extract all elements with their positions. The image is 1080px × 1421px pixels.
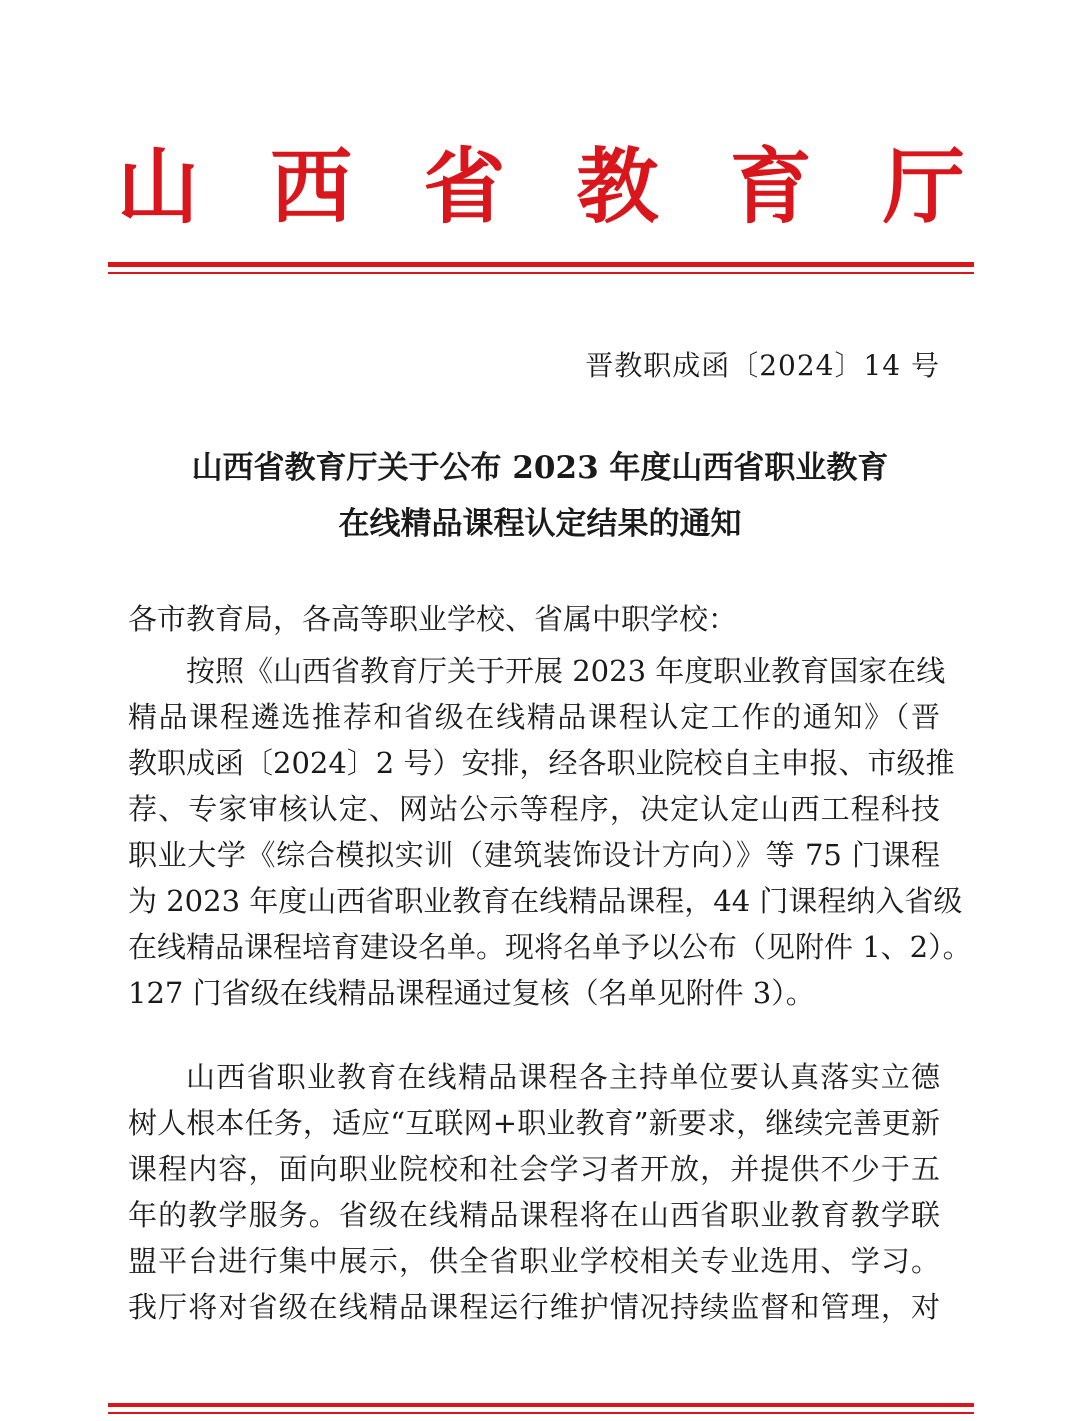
masthead-char: 西 [270, 140, 353, 235]
masthead-char: 厅 [882, 140, 965, 235]
paragraph-line: 树人根本任务，适应“互联网+职业教育”新要求，继续完善更新 [128, 1106, 940, 1140]
paragraph-line: 年的教学服务。省级在线精品课程将在山西省职业教育教学联 [128, 1198, 940, 1232]
masthead-char: 省 [423, 140, 506, 235]
title-line-1: 山西省教育厅关于公布 2023 年度山西省职业教育 [191, 450, 889, 486]
document-title [120, 440, 960, 552]
document-number: 晋教职成函〔2024〕14 号 [585, 349, 940, 382]
salutation: 各市教育局，各高等职业学校、省属中职学校： [128, 602, 738, 636]
header-red-rule-thick [108, 262, 974, 267]
paragraph-line: 课程内容，面向职业院校和社会学习者开放，并提供不少于五 [128, 1152, 940, 1186]
footer-red-rule-thin [108, 1412, 974, 1414]
masthead-char: 山 [116, 140, 199, 235]
paragraph-line: 精品课程遴选推荐和省级在线精品课程认定工作的通知》（晋 [128, 700, 940, 734]
paragraph-line: 在线精品课程培育建设名单。现将名单予以公布（见附件 1、2）。 [128, 930, 972, 964]
paragraph-line: 荐、专家审核认定、网站公示等程序，决定认定山西工程科技 [128, 792, 940, 826]
paragraph-line: 盟平台进行集中展示，供全省职业学校相关专业选用、学习。 [128, 1244, 940, 1278]
paragraph-line: 教职成函〔2024〕2 号）安排，经各职业院校自主申报、市级推 [128, 746, 955, 780]
masthead-char: 教 [576, 140, 659, 235]
paragraph-line: 山西省职业教育在线精品课程各主持单位要认真落实立德 [186, 1060, 940, 1094]
paragraph-line: 我厅将对省级在线精品课程运行维护情况持续监督和管理，对 [128, 1290, 940, 1324]
title-line-2: 在线精品课程认定结果的通知 [338, 506, 742, 542]
header-red-rule-thin [108, 272, 974, 274]
footer-red-rule-thick [108, 1403, 974, 1407]
paragraph-line: 127 门省级在线精品课程通过复核（名单见附件 3）。 [128, 976, 815, 1010]
paragraph-line: 职业大学《综合模拟实训（建筑装饰设计方向）》等 75 门课程 [128, 838, 940, 872]
paragraph-2 [128, 1054, 940, 1330]
paragraph-1 [128, 648, 972, 1016]
paragraph-line: 为 2023 年度山西省职业教育在线精品课程，44 门课程纳入省级 [128, 884, 963, 918]
masthead-char: 育 [729, 140, 812, 235]
masthead-title [110, 138, 972, 238]
paragraph-line: 按照《山西省教育厅关于开展 2023 年度职业教育国家在线 [186, 654, 946, 688]
